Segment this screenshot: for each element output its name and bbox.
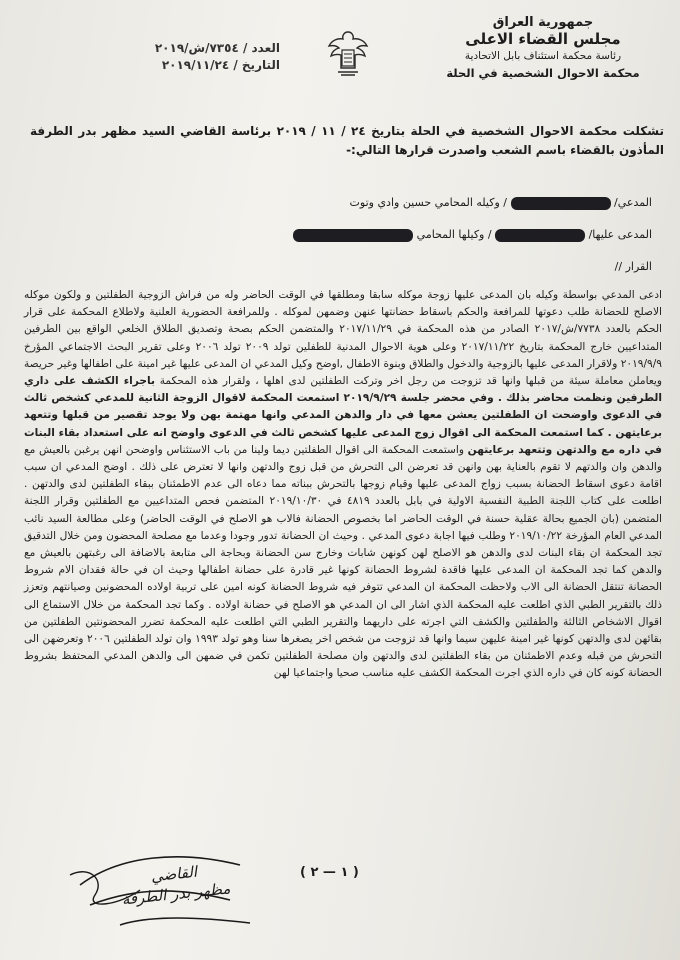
country-name: جمهورية العراق <box>492 15 594 30</box>
council-name: مجلس القضاء الاعلى <box>465 30 621 48</box>
page-number: ( ١ — ٢ ) <box>300 865 359 880</box>
iraq-eagle-emblem-icon <box>326 28 370 78</box>
judge-title: القاضي <box>150 862 198 886</box>
decision-heading: القرار // <box>614 260 652 273</box>
plaintiff-agent: وكيله المحامي حسين وادي وتوت <box>349 196 500 209</box>
defendant-row: المدعى عليها/ / وكيلها المحامي <box>30 226 652 244</box>
plaintiff-row: المدعي/ / وكيله المحامي حسين وادي وتوت <box>349 196 652 209</box>
parties-block <box>30 194 652 290</box>
redacted-defendant-agent-name <box>293 229 413 242</box>
body-paragraph: الصادر من هذه المحكمة في ٢٠١٧/١١/٢٩ والمتضمن الحكم بصحة وتصديق الطلاق الخلعي الواقع بين الطرفين المتداعيين خارج المحكمة بتاريخ ٢٠١٧/١١/٢٢ وعلى هوية الاحوال المدنية للطفلين تولد ٢٠٠٩ تولد ٢٠٠٦ وعلى تقرير البحث الاجتماعي المؤرخ ٢٠١٩/٩/٩ ولاقرار المدعى عليها بالزوجية والدخول والطلاق وبنوة الاطفال ,اوضح وكيل المدعي ان المدعى عليها غير امينة على اطفالها وغير حريصة ويعاملن معاملة سيئة من قبلها وانها قد تزوجت من رجل اخر وتركت الطفلتين لدى اهلها ، ولقرار هذه المحكمة <box>24 323 662 388</box>
case-number: العدد / ٧٣٥٤/ش/٢٠١٩ <box>154 41 280 55</box>
reference-block <box>110 40 280 74</box>
redacted-plaintiff-name <box>511 197 611 210</box>
judge-name: مظهر بدر الطرفة <box>120 879 232 909</box>
court-formation-statement: تشكلت محكمة الاحوال الشخصية في الحلة بتاريخ ٢٤ / ١١ / ٢٠١٩ برئاسة القاضي السيد مظهر بدر الطرفة المأذون بالقضاء باسم الشعب واصدرت قرارها التالي:- <box>30 124 664 157</box>
defendant-agent-label: وكيلها المحامي <box>416 228 485 241</box>
court-name: محكمة الاحوال الشخصية في الحلة <box>446 66 640 80</box>
body-paragraph: باجراء الكشف على داري الطرفين ونظمت محاضر بذلك . وفي محضر جلسة ٢٠١٩/٩/٢٩ استمعت المحكمة لاقوال الزوجة الثانية للمدعي كشخص ثالث في الدعوى واوضحت ان الطفلتين يعشن معها في دار والدهن المدعي وانها مهتمة بهن ولا يوجد تقصير من قبلها وتتعهد برعايتهن . كما استمعت المحكمة الى اقوال زوج المدعى عليها كشخص ثالث في الدعوى واوضح انه على استعداد بقاء البنات في داره مع والدتهن وتتعهد برعايتهن <box>24 375 662 456</box>
defendant-label: المدعى عليها <box>592 228 652 241</box>
body-paragraph: ادعى المدعي بواسطة وكيله بان المدعى عليها زوجة موكله سابقا ومطلقها في الوقت الحاضر وله من فراش الزوجية الطفلتين و ولكون موكله الاصلح للحضانة طلب دعوتها للمرافعة والحكم باسقاط حضانتها عنهن وضمهن لموكله . وللمرافعة الحضورية العلنية ولاطلاع المحكمة على قرار الحكم بالعدد ٧٧٣٨/ش/٢٠١٧ <box>24 289 663 336</box>
presidency-name: رئاسة محكمة استئناف بابل الاتحادية <box>464 50 622 62</box>
redacted-defendant-name <box>495 229 585 242</box>
body-paragraph: واستمعت المحكمة الى اقوال الطفلتين ديما ولينا من باب الاستئناس واوضحن انهن يرغبن بالعيش مع والدهن وان والدتهم لا تقوم بالعناية بهن وانهن قد تعرضن الى التحرش من قبل زوج والدتهن وانها لا تعترض على ذلك . اوضح المدعي ان سبب اقامة دعوى اسقاط الحضانة بسبب زواج المدعى عليها وقيام زوجها بالتحرش ببناته مما دعاه الى عدم الاطمئنان ببقاء الطفلتين لدى والدتهن . اطلعت على كتاب اللجنة الطبية النفسية الاولية في بابل بالعدد ٤٨١٩ في ٢٠١٩/١٠/٣٠ المتضمن فحص المتداعيين مع الطفلتين وقرار اللجنة المتضمن (بان الجميع بحالة عقلية حسنة في الوقت الحاضر اما بخصوص الحضانة فالاب هو الاصلح في الوقت الحاضر) وعلى مطالعة السيد نائب المدعي العام المؤرخة ٢٠١٩/١٠/٢٢ وطلب فيها اجابة دعوى المدعي . وحيث ان الحضانة تدور وجودا وعدما مع مصلحة المحضون ومن خلال التدقيق تجد المحكمة ان بقاء البنات لدى والدهن هو الاصلح لهن كونهن شابات وخارج سن الحضانة وبحاجة الى متابعة بالاضافة الى رغبتهن بالعيش مع والدهن كما تجد المحكمة ان المدعى عليها فاقدة لشروط الحضانة كونها غير قادرة على حضانة اطفالها وحيث ان في حالة فقدان الام شروط الحضانة تنتقل الحضانة الى الاب ولاحظت المحكمة ان المدعي تتوفر فيه شروط الحضانة كونه امين على تربية اولاده المحضونين وصيانتهم وتعزز ذلك بالتقرير الطبي الذي اطلعت عليه المحكمة الذي اشار الى ان المدعي هو الاصلح في حضانة اولاده . وكما تجد المحكمة من خلال الاستماع الى اقوال الاشخاص الثالثة والطفلتين والكشف التي اجرته على داريهما والتقرير الطبي التي اطلعت عليه المحكمة تضرر المحضونتين الطفلتين من بقائهن لدى والدتهن كونها غير امينة عليهن سيما وانها قد تزوجت من شخص اخر يصغرها سنا وهو تولد ١٩٩٣ وان تولد الطفلتين ٢٠٠٦ وتعرضهن الى التحرش من قبله وعدم الاطمئنان من بقاء الطفلتين لدى والدتهن وان مصلحة الطفلتين تكمن في ضمهن الى والدهن المدعي المحتفظ بشروط الحضانة كونه كان في داره الذي اجرت المحكمة الكشف عليه مناسب صحيا واجتماعيا لهن <box>24 443 662 680</box>
court-header <box>428 14 658 82</box>
plaintiff-label: المدعي <box>617 196 652 209</box>
decision-body <box>24 287 662 683</box>
case-date: التاريخ / ٢٠١٩/١١/٢٤ <box>161 58 280 72</box>
